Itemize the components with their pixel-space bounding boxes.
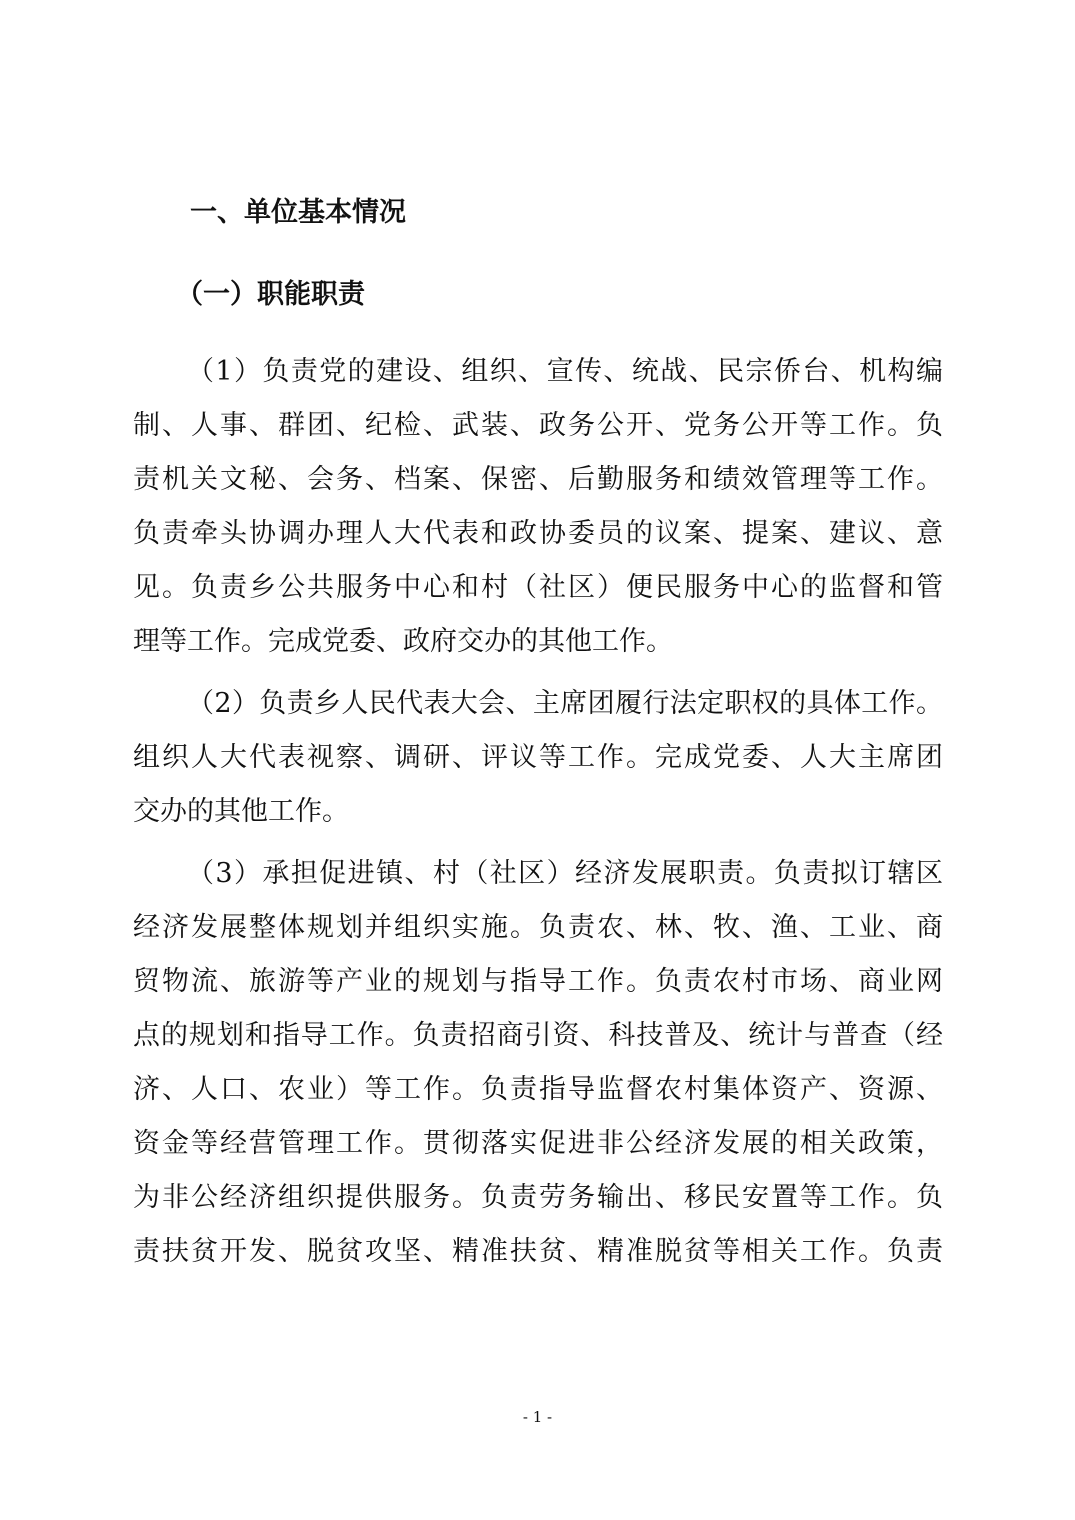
paragraph-2 <box>133 677 943 839</box>
paragraph-1 <box>133 345 943 669</box>
text-line: 贸物流、旅游等产业的规划与指导工作。负责农村市场、商业网 <box>133 966 943 997</box>
text-line: 理等工作。完成党委、政府交办的其他工作。 <box>133 626 673 657</box>
text-line: 组织人大代表视察、调研、评议等工作。完成党委、人大主席团 <box>133 742 943 773</box>
section-heading: 一、单位基本情况 <box>190 197 406 228</box>
document-body <box>133 345 943 1287</box>
text-line: 责机关文秘、会务、档案、保密、后勤服务和绩效管理等工作。 <box>133 464 943 495</box>
text-line: 为非公经济组织提供服务。负责劳务输出、移民安置等工作。负 <box>133 1182 943 1213</box>
text-line: 责扶贫开发、脱贫攻坚、精准扶贫、精准脱贫等相关工作。负责 <box>133 1236 943 1267</box>
paragraph-3 <box>133 847 943 1279</box>
text-line: 济、人口、农业）等工作。负责指导监督农村集体资产、资源、 <box>133 1074 943 1105</box>
text-line: 制、人事、群团、纪检、武装、政务公开、党务公开等工作。负 <box>133 410 943 441</box>
text-line: 资金等经营管理工作。贯彻落实促进非公经济发展的相关政策， <box>133 1128 943 1159</box>
text-line: 负责牵头协调办理人大代表和政协委员的议案、提案、建议、意 <box>133 518 943 549</box>
text-line: 交办的其他工作。 <box>133 796 349 827</box>
page-number: - 1 - <box>522 1408 553 1426</box>
text-line: （2）负责乡人民代表大会、主席团履行法定职权的具体工作。 <box>187 688 943 719</box>
text-line: 点的规划和指导工作。负责招商引资、科技普及、统计与普查（经 <box>133 1020 943 1051</box>
text-line: 经济发展整体规划并组织实施。负责农、林、牧、渔、工业、商 <box>133 912 943 943</box>
text-line: （1）负责党的建设、组织、宣传、统战、民宗侨台、机构编 <box>187 356 943 387</box>
subsection-heading: （一）职能职责 <box>176 279 365 310</box>
text-line: 见。负责乡公共服务中心和村（社区）便民服务中心的监督和管 <box>133 572 943 603</box>
text-line: （3）承担促进镇、村（社区）经济发展职责。负责拟订辖区 <box>187 858 943 889</box>
